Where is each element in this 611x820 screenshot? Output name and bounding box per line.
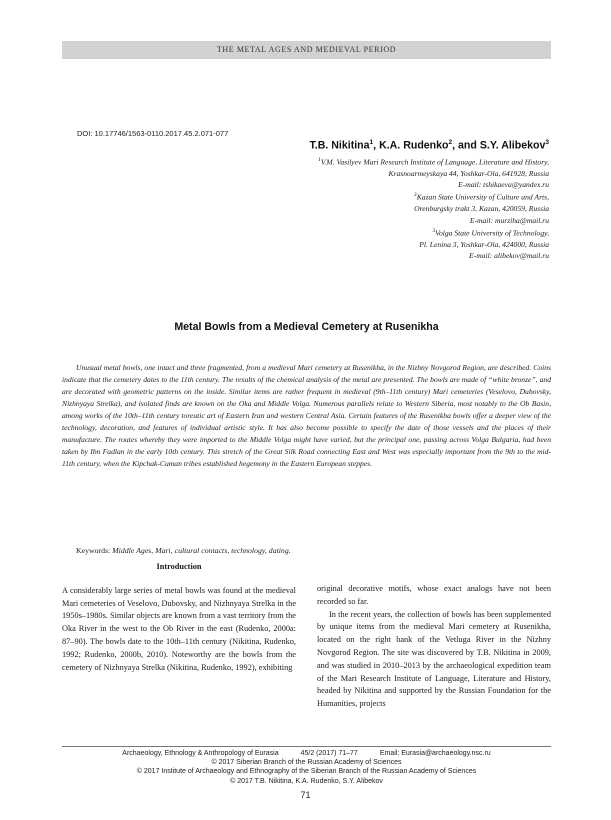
affiliations [219,155,549,261]
running-header: THE METAL AGES AND MEDIEVAL PERIOD [62,41,551,59]
affiliation-address: Krasnoarmeyskaya 44, Yoshkar-Ola, 641928, Russia [388,168,549,178]
affiliation-email: E-mail: tshikaeva@yandex.ru [458,180,549,190]
author-affil-mark: 3 [545,139,549,146]
footer-divider [62,746,551,747]
footer-copyright: © 2017 Siberian Branch of the Russian Academy of Sciences [211,759,402,767]
body-paragraph: A considerably large series of metal bowls was found at the medieval Mari cemeteries of Veselovo, Dubovsky, and Nizhnyaya Strelka in the 1950s–1980s. Similar objects are known from a vast territory from the Oka River in the west to the Ob River in the east (Rudenko, 2000a: 87–90). The bowls date to the 10th–11th century (Nikitina, Rudenko, 1992; Rudenko, 2000b, 2010). Noteworthy are the bowls from the cemetery of Nizhnyaya Strelka (Nikitina, Rudenko, 1992), exhibiting [62,585,296,672]
page-number: 71 [300,790,311,800]
abstract: Unusual metal bowls, one intact and three fragmented, from a medieval Mari cemetery at Rusenikha, in the Nizhny Novgorod Region, are described. Coins indicate that the cemetery dates to the 11th century. The results of the chemical analysis of the metal are presented. The bowls are made of “white bronze”, and are decorated with geometric patterns on the inside. Similar items are rather frequent in medieval (9th–11th century) Mari cemeteries (Veselovo, Dubovsky, Nizhnyaya Strelka), and isolated finds are known on the Oka and Middle Volga. Numerous parallels relate to Western Siberia, most notably to the Ob Basin, among works of the 10th–11th century toreutic art of Eastern Iran and western Central Asia. Certain features of the Rusenikha bowls offer a deeper view of the technology, decoration, and features of individual artistic style. It has also become possible to specify the date of those vessels and the places of their manufacture. The routes whereby they were imported to the Middle Volga might have varied, but the principal one, passing across Volga Bulgaria, had been taken by Ibn Fadlan in the early 10th century. This stretch of the Great Silk Road connecting East and West was especially important from the 9th to the mid-11th century, when the Kipchak-Cuman tribes established hegemony in the Eastern European steppes. [62,363,551,468]
affiliation: $^2$Kazan State University of Culture and Arts, [413,192,549,202]
keywords [76,546,291,555]
section-heading: Introduction [156,562,202,571]
footer [62,749,551,786]
author-affil-mark: 2 [448,139,453,146]
affiliation-email: E-mail: murziha@mail.ru [469,215,549,225]
footer-journal-line: Archaeology, Ethnology & Anthropology of Eurasia 45/2 (2017) 71–77 Email: Eurasia@archaeology.nsc.ru [122,750,491,757]
affiliation-address: Orenburgsky trakt 3, Kazan, 420059, Russia [414,204,549,214]
article-title: Metal Bowls from a Medieval Cemetery at Rusenikha [174,321,439,333]
affiliation: $^1$V.M. Vasilyev Mari Research Institute of Language, Literature and History, [318,157,549,167]
doi: DOI: 10.17746/1563-0110.2017.45.2.071-077 [77,129,229,138]
body-column-left [62,561,296,674]
body-column-right [317,583,551,711]
affiliation-email: E-mail: alibekov@mail.ru [469,250,549,260]
footer-copyright: © 2017 Institute of Archaeology and Ethnography of the Siberian Branch of the Russian Academy of Sciences [136,768,477,776]
keywords-value: Middle Ages, Mari, cultural contacts, technology, dating. [112,546,291,555]
author-name: K.A. Rudenko [379,139,449,152]
body-paragraph: original decorative motifs, whose exact analogs have not been recorded so far. [317,584,551,606]
keywords-label: Keywords: [76,546,111,555]
affiliation: $^3$Volga State University of Technology, [432,227,549,238]
author-list: T.B. Nikitina$^1$, K.A. Rudenko$^2$, and S.Y. Alibekov$^3$ [309,139,549,152]
footer-copyright: © 2017 T.B. Nikitina, K.A. Rudenko, S.Y. Alibekov [230,777,383,785]
author-name: S.Y. Alibekov [479,139,546,152]
body-paragraph: In the recent years, the collection of bowls has been supplemented by unique items from the medieval Mari cemetery at Rusenikha, located on the right bank of the Vetluga River in the Nizhny Novgorod Region. The site was discovered by T.B. Nikitina in 2009, and was studied in 2010–2013 by the archaeological expedition team of the Mari Research Institute of Language, Literature and History, headed by Nikitina and supported by the Russian Foundation for the Humanities, projects [317,609,551,709]
author-name: T.B. Nikitina [309,139,370,152]
author-affil-mark: 1 [369,139,374,146]
affiliation-address: Pl. Lenina 3, Yoshkar-Ola, 424000, Russia [419,239,549,249]
